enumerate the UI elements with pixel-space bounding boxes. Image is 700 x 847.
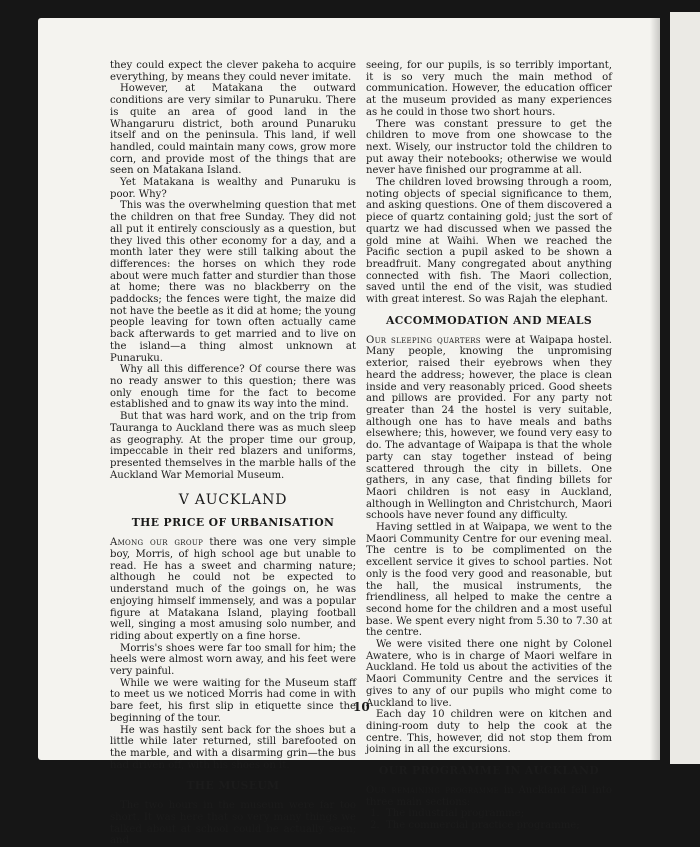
paragraph: While we were waiting for the Museum staff to meet us we noticed Morris had come in with bare feet, his first slip in etiquette since the beginning of the tour. [110, 677, 356, 724]
next-page-edge [670, 12, 700, 764]
paragraph: they could expect the clever pakeha to acquire everything, by means they could never imitate. [110, 60, 356, 83]
paragraph-body: in Auckland fell into three main sections: [366, 785, 612, 808]
list-item [366, 808, 612, 820]
page-number: 10 [353, 700, 370, 714]
paragraph: However, at Matakana the outward conditions are very similar to Punaruku. There is quite an area of good land in the Whangaruru district, both around Punaruku itself and on the peninsula. This land, if well handled, could maintain many cows, grow more corn, and provide most of the things that are seen on Matakana Island. [110, 83, 356, 177]
section-heading-programme: OUR PROGRAMME IN AUCKLAND [378, 764, 600, 778]
section-heading-urbanisation: THE PRICE OF URBANISATION [131, 516, 335, 530]
paragraph: This was the overwhelming question that met the children on that free Sunday. They did not all put it entirely consciously as a question, but they lived this other economy for a day, and a month later they were still talking about the differences: the horses on which they rode about were much fatter and sturdier than those at home; there was no blackberry on the paddocks; the fences were tight, the maize did not have the beetle as it did at home; the young people leaving for town often actually came back afterwards to get married and to live on the island—a thing almost unknown at Punaruku. [110, 200, 356, 364]
section-heading-accommodation: ACCOMMODATION AND MEALS [385, 313, 593, 327]
gutter-shadow [650, 18, 660, 760]
paragraph: Each day 10 children were on kitchen and dining-room duty to help the cook at the centre. This, however, did not stop them from joining in all the excursions. [366, 709, 612, 756]
paragraph-programme-intro [366, 785, 612, 808]
paragraph: Morris's shoes were far too small for him; the heels were almost worn away, and his feet were very painful. [110, 642, 356, 678]
book-page [38, 18, 660, 847]
section-heading-museum: THE MUSEUM [186, 779, 280, 793]
paragraph: There was constant pressure to get the children to move from one showcase to the next. Wisely, our instructor told the children to put away their notebooks; otherwise we would never have finished our programme at all. [366, 118, 612, 177]
paragraph: Why all this difference? Of course there was no ready answer to this question; there was only enough time for the fact to become established and to gnaw its way into the mind. [110, 364, 356, 411]
paragraph: The children loved browsing through a room, noting objects of special significance to them, and asking questions. One of them discovered a piece of quartz containing gold; just the sort of quartz we had discussed when we passed the gold mine at Waihi. When we reached the Pacific section a pupil asked to be shown a breadfruit. Many congregated about anything connected with fish. The Maori collection, saved until the end of the visit, was studied with great interest. So was Rajah the elephant. [366, 177, 612, 306]
right-column [366, 60, 612, 832]
paragraph: He was hastily sent back for the shoes but a little while later returned, still barefooted on the marble, and with a disarming grin—the bus had driven off, with his shoes on it. [110, 724, 356, 771]
list-number: 2. [370, 820, 380, 832]
list-text: The commercial practice programme; [386, 820, 580, 832]
paragraph-accommodation-intro [366, 335, 612, 522]
paragraph-body: were at Waipapa hostel. Many people, knowing the unpromising exterior, raised their eyebrows when they heard the address; however, the place is clean inside and very reasonably priced. Good sheets and pillows are provided. For any party not greater than 24 the hostel is very suitable, although one has to have meals and baths elsewhere; this, however, we found very easy to do. The advantage of Waipapa is that the whole party can stay together instead of being scattered through the city in billets. One gathers, in any case, that finding billets for Maori children is not easy in Auckland, although in Wellington and Christchurch, Maori schools have never found any difficulty. [366, 334, 612, 522]
lead-in: Our remaining programme [366, 785, 500, 797]
list-number: 1. [370, 808, 380, 820]
paragraph: We were visited there one night by Colonel Awatere, who is in charge of Maori welfare in Auckland. He told us about the activities of the Maori Community Centre and the services it gives to any of our pupils who might come to Auckland to live. [366, 639, 612, 709]
paragraph-body: there was one very simple boy, Morris, of high school age but unable to read. He has a sweet and charming nature; although he could not be expected to understand much of the goings on, he was enjoying himself immensely, and was a popular figure at Matakana Island, playing football well, singing a most amusing solo number, and riding about expertly on a fine horse. [110, 537, 356, 642]
left-column [110, 60, 356, 847]
paragraph: Having settled in at Waipapa, we went to the Maori Community Centre for our evening meal. The centre is to be complimented on the excellent service it gives to school parties. Not only is the food very good and reasonable, but the hall, the musical instruments, the friendliness, all helped to make the centre a second home for the children and a most useful base. We spent every night from 5.30 to 7.30 at the centre. [366, 522, 612, 639]
paragraph: But that was hard work, and on the trip from Tauranga to Auckland there was as much sleep as geography. At the proper time our group, impeccable in their red blazers and uniforms, presented themselves in the marble halls of the Auckland War Memorial Museum. [110, 411, 356, 481]
chapter-title: V AUCKLAND [178, 492, 288, 509]
lead-in: Among our group [110, 537, 204, 549]
paragraph: seeing, for our pupils, is so terribly important, it is so very much the main method of communication. However, the education officer at the museum provided as many experiences as he could in those two short hours. [366, 60, 612, 118]
paragraph-urbanisation-intro [110, 537, 356, 642]
paragraph: The two hours in the museum were far too short. It was here that so very many things we talked about at school could be actually seen; and [110, 800, 356, 847]
paragraph: Yet Matakana is wealthy and Punaruku is poor. Why? [110, 177, 356, 200]
lead-in: Our sleeping quarters [366, 334, 481, 346]
list-text: The industrial programme; [386, 808, 525, 820]
list-item [366, 820, 612, 832]
